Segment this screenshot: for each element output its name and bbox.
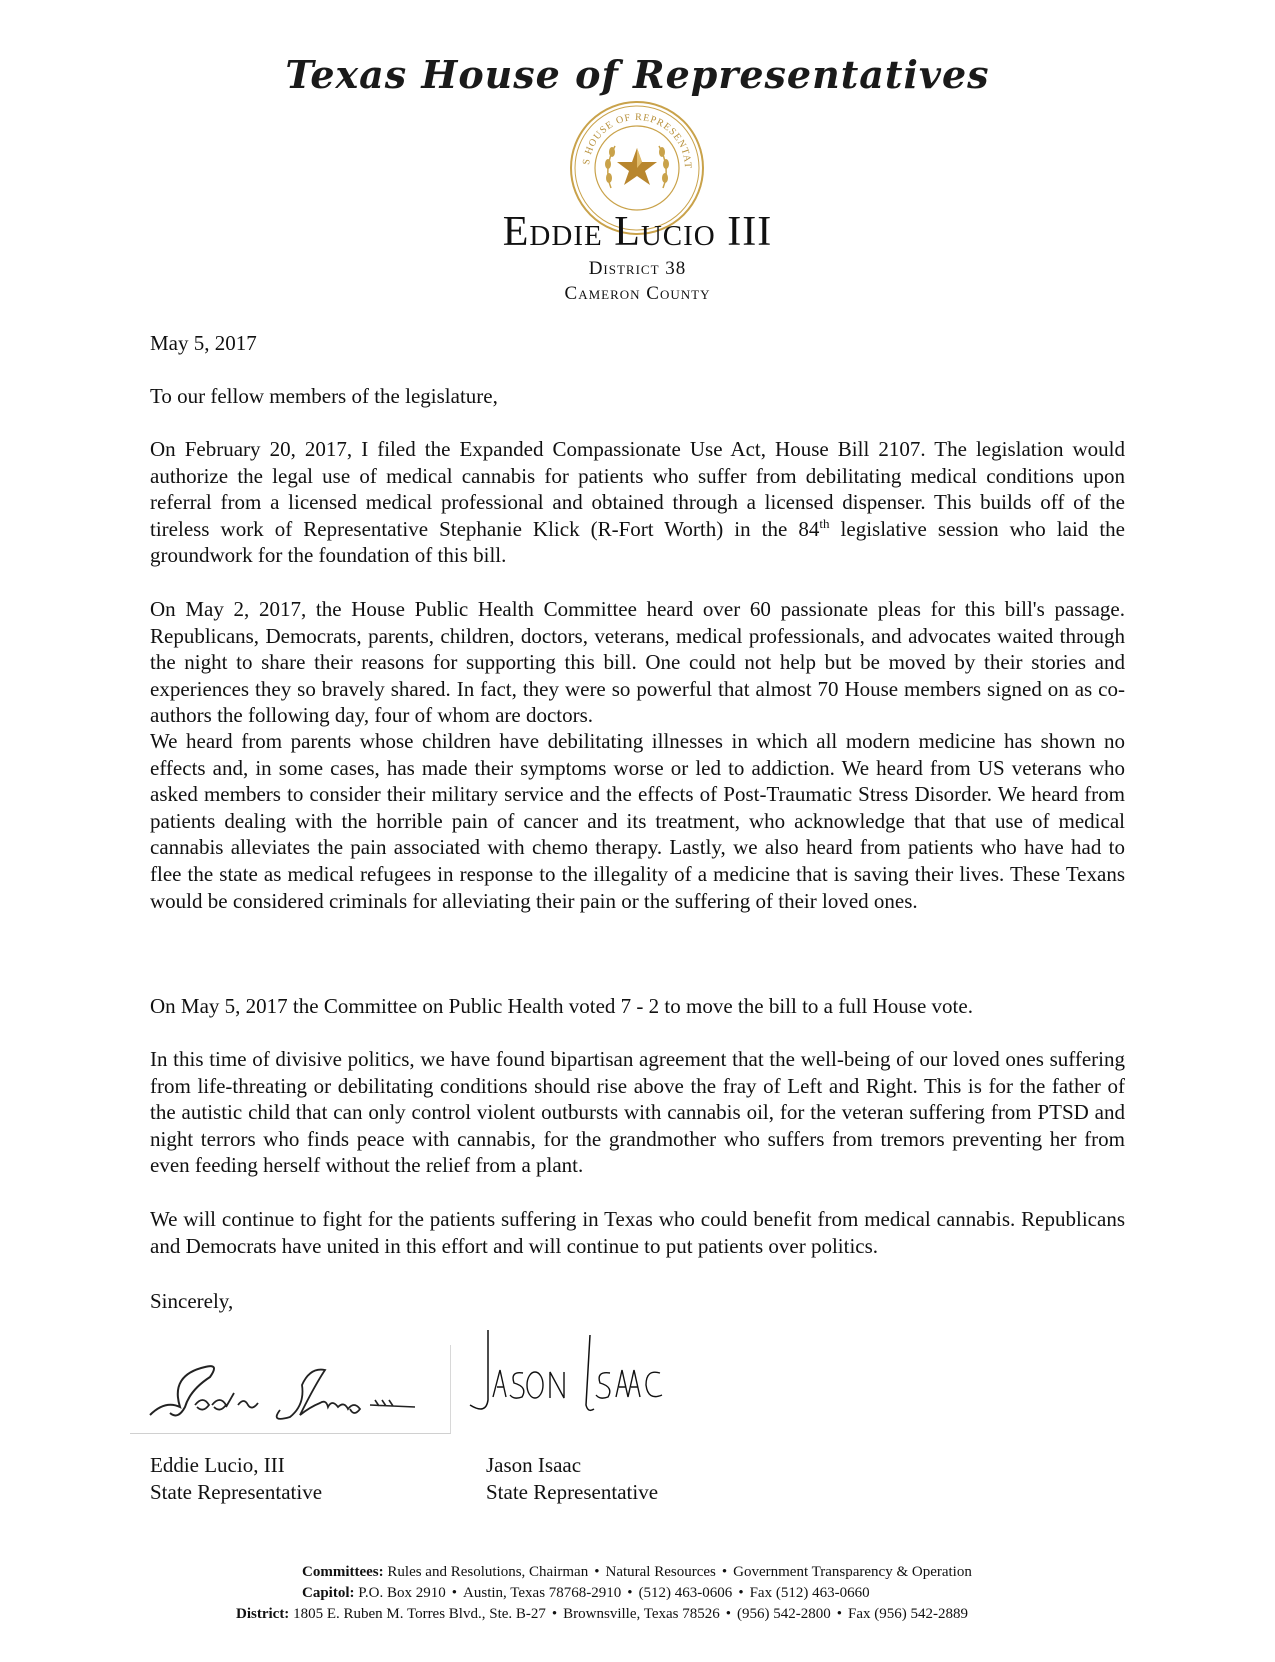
separator-dot: • [721,1564,728,1580]
letter-salutation: To our fellow members of the legislature, [150,384,498,408]
paragraph-6 [150,1206,1125,1259]
district-city: Brownsville, Texas 78526 [563,1606,720,1622]
committee-item: Government Transparency & Operation [733,1564,972,1580]
separator-dot: • [738,1585,744,1601]
paragraph-1-text: On February 20, 2017, I filed the Expanded Compassionate Use Act, House Bill 2107. The legislation would authorize the legal use of medical cannabis for patients who suffer from debilitating medical conditions upon referral from a licensed medical professional and obtained through a licensed dispenser. This builds off of the tireless work of Representative Stephanie Klick (R-Fort Worth) in the 84 [150,437,1125,541]
representative-county: Cameron County [564,283,711,304]
capitol-phone: (512) 463-0606 [638,1585,733,1601]
svg-text:TEXAS HOUSE OF REPRESENTATIVES: S HOUSE OF REPRESENTAT [581,111,694,170]
paragraph-3-text: We heard from parents whose children have debilitating illnesses in which all modern medicine has shown no effects and, in some cases, has made their symptoms worse or led to addiction. We heard from US veterans who asked members to consider their military service and the effects of Post-Traumatic Stress Disorder. We heard from patients dealing with the horrible pain of cancer and its treatment, who acknowledge that that use of medical cannabis alleviates the pain associated with chemo therapy. Lastly, we also heard from patients who have had to flee the state as medical refugees in response to the illegality of a medicine that is saving their lives. These Texans would be considered criminals for alleviating their pain or the suffering of their loved ones. [150,729,1125,913]
paragraph-5 [150,1046,1125,1179]
letter-date: May 5, 2017 [150,331,257,355]
signer-2-title: State Representative [486,1480,659,1504]
capitol-label: Capitol: [302,1585,355,1601]
paragraph-5-text: In this time of divisive politics, we have found bipartisan agreement that the well-being of our loved ones suffering from life-threating or debilitating conditions should rise above the fray of Left and Right. This is for the father of the autistic child that can only control violent outbursts with cannabis oil, for the veteran suffering from PTSD and night terrors who finds peace with cannabis, for the grandmother who suffers from tremors preventing her from even feeding herself without the relief from a plant. [150,1047,1125,1178]
signer-1-title: State Representative [150,1480,323,1504]
separator-dot: • [594,1564,600,1580]
district-phone: (956) 542-2800 [737,1606,831,1622]
signer-1 [150,1452,322,1506]
separator-dot: • [725,1606,732,1622]
paragraph-6-text: We will continue to fight for the patients suffering in Texas who could benefit from medical cannabis. Republicans and Democrats have united in this effort and will continue to put patients over politics. [150,1207,1125,1258]
representative-district: District 38 [588,258,687,279]
signature-eddie-lucio [130,1345,451,1434]
paragraph-4-text: On May 5, 2017 the Committee on Public Health voted 7 - 2 to move the bill to a full House vote. [150,994,973,1018]
capitol-address: P.O. Box 2910 [358,1585,446,1601]
separator-dot: • [551,1606,558,1622]
signer-2-name: Jason Isaac [486,1453,582,1477]
footer-district [0,1605,1275,1624]
capitol-city: Austin, Texas 78768-2910 [463,1585,622,1601]
paragraph-2-text: On May 2, 2017, the House Public Health Committee heard over 60 passionate pleas for this bill's passage. Republicans, Democrats, parents, children, doctors, veterans, medical professionals, and advocates waited through the night to share their reasons for supporting this bill. One could not help but be moved by their stories and experiences they so bravely shared. In fact, they were so powerful that almost 70 House members signed on as co-authors the following day, four of whom are doctors. [150,597,1125,728]
paragraph-1 [150,436,1125,569]
separator-dot: • [451,1585,458,1601]
ordinal-suffix: th [819,515,830,531]
paragraph-1-text-end: legislative session who laid the groundwork for the foundation of this bill. [150,516,1125,568]
signature-jason-isaac [468,1325,688,1420]
capitol-fax: Fax (512) 463-0660 [749,1585,870,1601]
footer-capitol [0,1584,1275,1603]
committee-item: Rules and Resolutions, Chairman [387,1564,589,1580]
committee-item: Natural Resources [605,1564,716,1580]
paragraph-3 [150,728,1125,914]
paragraph-2 [150,596,1125,729]
district-address: 1805 E. Ruben M. Torres Blvd., Ste. B-27 [293,1606,546,1622]
signer-1-name: Eddie Lucio, III [150,1453,285,1477]
closing: Sincerely, [150,1289,234,1313]
signer-2 [486,1452,658,1506]
footer-committees [0,1563,1275,1582]
separator-dot: • [836,1606,843,1622]
district-fax: Fax (956) 542-2889 [848,1606,969,1622]
paragraph-4 [150,993,1125,1020]
committees-label: Committees: [302,1564,384,1580]
district-label: District: [236,1606,290,1622]
representative-name: Eddie Lucio III [502,209,773,255]
separator-dot: • [627,1585,633,1601]
letterhead-title: Texas House of Representatives [285,52,990,97]
